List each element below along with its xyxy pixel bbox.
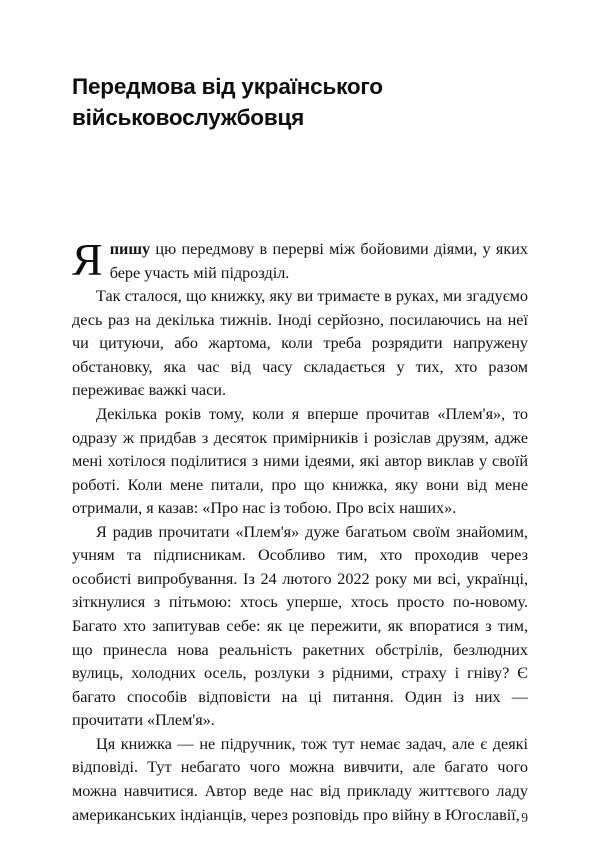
paragraph-5: Ця книжка — не підручник, тож тут немає задач, але є деякі відповіді. Тут небагато чого можна вивчити, але багато чого можна навчитися. Автор веде нас від прикладу життєвого ладу американських індіанців, через розповідь про війну в Югославії, (72, 734, 528, 824)
paragraph-4: Я радив прочитати «Плем'я» дуже багатьом своїм знайомим, учням та підписникам. Особливо тим, хто проходив через особисті випробування. Із 24 лютого 2022 року ми всі, українці, зіткнулися з пітьмою: хтось уперше, хтось просто по-новому. Багато хто запитував себе: як це пережити, як впоратися з тим, що принесла нова реальність ракетних обстрілів, безлюдних вулиць, холодних осель, розлуки з рідними, страху і гніву? Є багато способів відповісти на ці питання. Один із них — прочитати «Плем'я». (72, 522, 528, 730)
drop-cap: Я (72, 234, 103, 285)
paragraph-2: Так сталося, що книжку, яку ви тримаєте в руках, ми згадуємо десь раз на декілька тижнів. Іноді серйозно, посилаючись на неї чи цитуючи, або жартома, коли треба розрядити напружену обстановку, яка час від часу складається у тих, хто разом переживає важкі часи. (72, 287, 528, 400)
page-content (72, 0, 528, 857)
lead-word: пишу (109, 240, 151, 258)
page-title: Передмова від українського військовослужбовця (72, 74, 383, 130)
paragraph-3: Декілька років тому, коли я вперше прочитав «Плем'я», то одразу ж придбав з десяток примірників і розіслав друзям, адже мені хотілося поділитися з ними ідеями, які автор виклав у своїй роботі. Коли мене питали, про що книжка, яку вони від мене отримали, я казав: «Про нас із тобою. Про всіх наших». (72, 404, 528, 518)
paragraph-1 (72, 234, 528, 285)
paragraph-1-text: цю передмову в перерві між бойовими діями, у яких бере участь мій підрозділ. (109, 240, 528, 282)
body-text (72, 234, 528, 827)
page-number: 9 (521, 810, 528, 825)
